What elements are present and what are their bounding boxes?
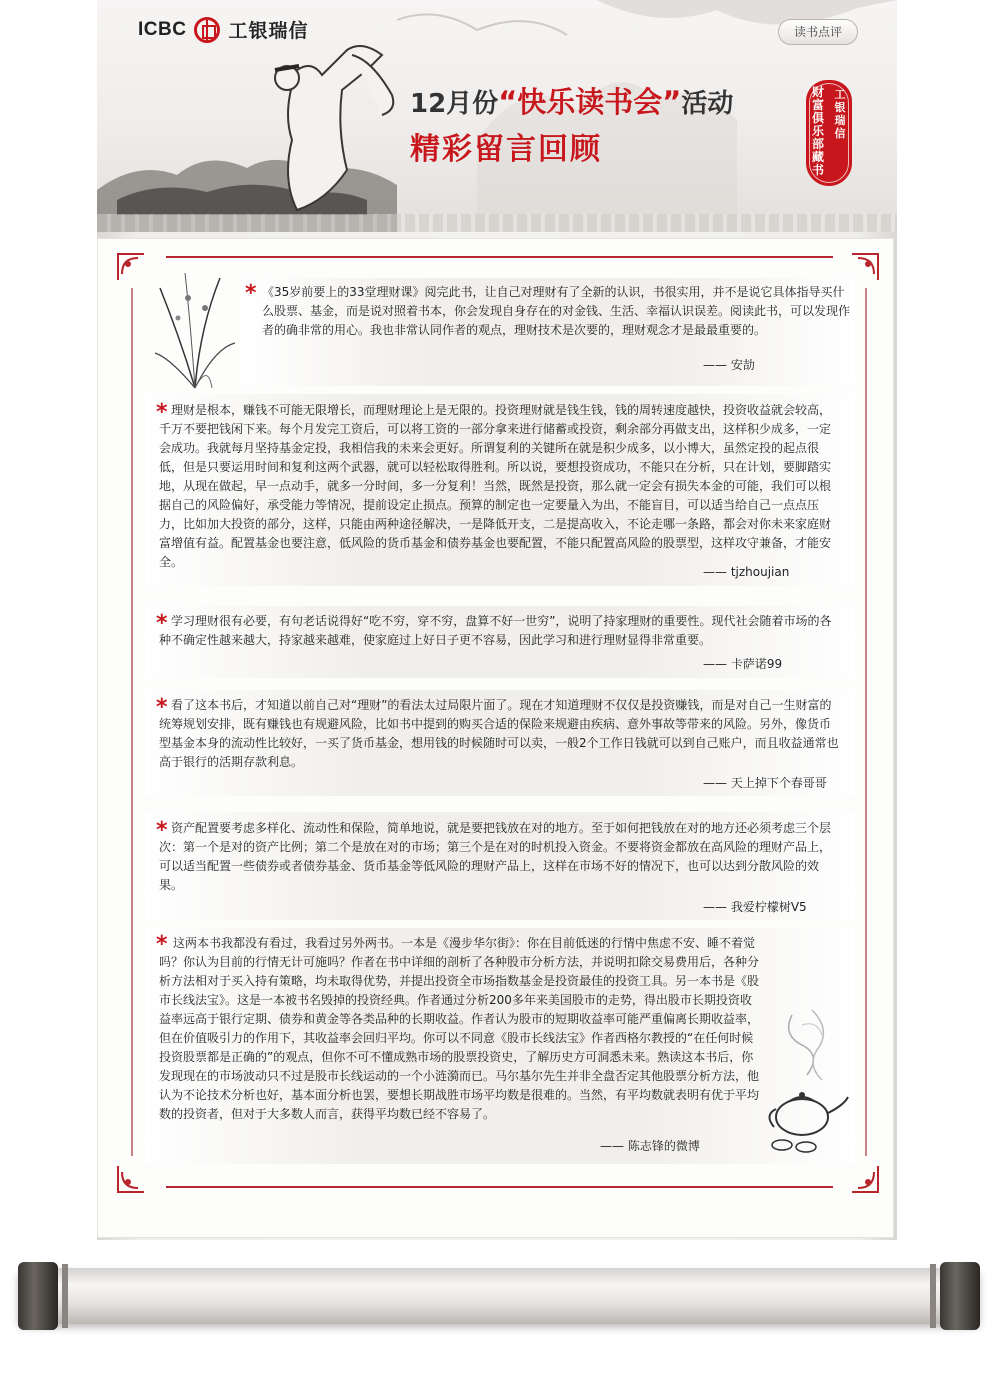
logo-cn: 工银瑞信 xyxy=(228,20,309,42)
entry-text: 看了这本书后，才知道以前自己对“理财”的看法太过局限片面了。现在才知道理财不仅仅是投资赚钱，而是对自己一生财富的统筹规划安排，既有赚钱也有规避风险，比如书中提到的购买合适的保险来规避由疾病、意外事故等带来的风险。另外，像货币型基金本身的流动性比较好，一买了货币基金，想用钱的时候随时可以卖，一般2个工作日钱就可以到自己账户，而且收益通常也高于银行的活期存款利息。 xyxy=(159,698,839,769)
red-asterisk-icon: * xyxy=(156,400,168,425)
bottom-red-rule xyxy=(166,1186,833,1188)
meander-border xyxy=(97,214,897,232)
entry-author: —— 陈志锋的微博 xyxy=(600,1139,700,1153)
scroll-rod-cap-left xyxy=(18,1262,58,1330)
scroll-rod-cap-right xyxy=(940,1262,980,1330)
red-seal-stamp xyxy=(806,80,852,186)
red-asterisk-icon: * xyxy=(156,611,168,636)
right-red-rule xyxy=(865,288,867,1156)
entry-text: 这两本书我都没有看过，我看过另外两书。一本是《漫步华尔街》：你在目前低迷的行情中焦虑不安、睡不着觉吗？你认为目前的行情无计可施吗？作者在书中详细的剖析了各种股市分析方法，并说明扣除交易费用后，各种分析方法相对于买入持有策略，均未取得优势，并提出投资全市场指数基金是投资最佳的投资工具。另一本书是《股市长线法宝》。这是一本被书名毁掉的投资经典。作者通过分析200多年来美国股市的走势，得出股市长期投资收益率远高于银行定期、债券和黄金等各类品种的长期收益。作者认为股市的短期收益率可能严重偏离长期收益率，但在价值吸引力的作用下，其收益率会回归平均。你可以不同意《股市长线法宝》作者西格尔教授的“在任何时候投资股票都是正确的”的观点，但你不可不懂成熟市场的股票投资史，了解历史方可洞悉未来。熟读这本书后，你发现现在的市场波动只不过是股市长线运动的一个小涟漪而已。马尔基尔先生并非全盘否定其他股票分析方法，他认为不论技术分析也好，基本面分析也罢，要想长期战胜市场平均数是很难的。当然，有平均数就表明有优于平均数的投资者，但对于大多数人而言，获得平均数已经不容易了。 xyxy=(159,936,760,1121)
entry-author: —— 我爱柠檬树V5 xyxy=(703,900,807,914)
corner-ornament-top-left-icon xyxy=(116,252,146,282)
brand-logo[interactable] xyxy=(138,16,308,43)
red-asterisk-icon: * xyxy=(156,818,168,843)
entry-text: 资产配置要考虑多样化、流动性和保险，简单地说，就是要把钱放在对的地方。至于如何把钱放在对的地方还必须考虑三个层次：第一个是对的资产比例；第二个是放在对的市场；第三个是在对的时机投入资金。不要将资金都放在高风险的理财产品上，可以适当配置一些债券或者债券基金、货币基金等低风险的理财产品上，这样在市场不好的情况下，也可以达到分散风险的效果。 xyxy=(159,821,832,892)
scroll-rod-band-right xyxy=(930,1264,936,1328)
scroll-rod xyxy=(18,1268,980,1324)
entry-text: 理财是根本，赚钱不可能无限增长，而理财理论上是无限的。投资理财就是钱生钱，钱的周转速度越快，投资收益就会较高，千万不要把钱闲下来。每个月发完工资后，可以将工资的一部分拿来进行储蓄或投资，剩余部分再做支出，这样积少成多，一定会成功。我就每月坚持基金定投，我相信我的未来会更好。所谓复利的关键所在就是积少成多，以小博大，虽然定投的起点很低，但是只要运用时间和复利这两个武器，就可以轻松取得胜利。所以说，要想投资成功，不能只在分析，只在计划，要脚踏实地，从现在做起，早一点动手，就多一分时间，多一分复利！当然，既然是投资，那么就一定会有损失本金的可能，我们可以根据自己的风险偏好，承受能力等情况，提前设定止损点。预算的制定也一定要量入为出，不能盲目，可以适当给自己一点点压力，比如加大投资的部分，这样，只能由两种途径解决，一是降低开支，二是提高收入，不论走哪一条路，都会对你未来家庭财富增值有益。配置基金也要注意，低风险的货币基金和债券基金也要配置，不能只配置高风险的股票型，这样攻守兼备，才能安全。 xyxy=(159,403,832,569)
entry-text: 《35岁前要上的33堂理财课》阅完此书，让自己对理财有了全新的认识，书很实用，并不是说它具体指导买什么股票、基金，而是说对照着书本，你会发现自身存在的对金钱、生活、幸福认识误差。阅读此书，可以发现作者的确非常的用心。我也非常认同作者的观点，理财技术是次要的，理财观念才是最最重要的。 xyxy=(262,285,851,337)
title-suffix: 活动 xyxy=(681,89,734,119)
left-red-rule xyxy=(131,288,133,1156)
orchid-ink-painting-icon xyxy=(150,268,240,393)
entry-author: —— tjzhoujian xyxy=(703,565,790,579)
scroll-rod-band-left xyxy=(62,1264,68,1328)
entry-author: —— 卡萨诺99 xyxy=(703,657,783,671)
logo-en: ICBC xyxy=(138,18,187,40)
icbc-emblem-icon xyxy=(194,17,220,43)
red-asterisk-icon: * xyxy=(156,695,168,720)
seal-text-club: 财富俱乐部藏书 xyxy=(811,85,824,177)
entry-author: —— 安劼 xyxy=(703,358,755,372)
title-prefix: 12月份 xyxy=(410,89,499,119)
entry-author: —— 天上掉下个春哥哥 xyxy=(703,776,827,790)
red-asterisk-icon: * xyxy=(245,281,257,306)
corner-ornament-bottom-right-icon xyxy=(850,1164,880,1194)
corner-ornament-bottom-left-icon xyxy=(116,1164,146,1194)
seal-text-brand: 工银瑞信 xyxy=(834,88,846,140)
book-review-button[interactable]: 读书点评 xyxy=(778,19,858,45)
page-title xyxy=(410,80,733,121)
title-highlight: “快乐读书会” xyxy=(498,85,682,119)
page-subtitle: 精彩留言回顾 xyxy=(410,132,602,167)
teapot-ink-painting-icon xyxy=(762,1005,854,1155)
entry-text: 学习理财很有必要，有句老话说得好“吃不穷，穿不穷，盘算不好一世穷”，说明了持家理财的重要性。现代社会随着市场的各种不确定性越来越大，持家越来越难，使家庭过上好日子更不容易，因此学习和进行理财显得非常重要。 xyxy=(159,614,832,647)
red-asterisk-icon: * xyxy=(156,932,168,957)
top-red-rule xyxy=(166,256,833,258)
